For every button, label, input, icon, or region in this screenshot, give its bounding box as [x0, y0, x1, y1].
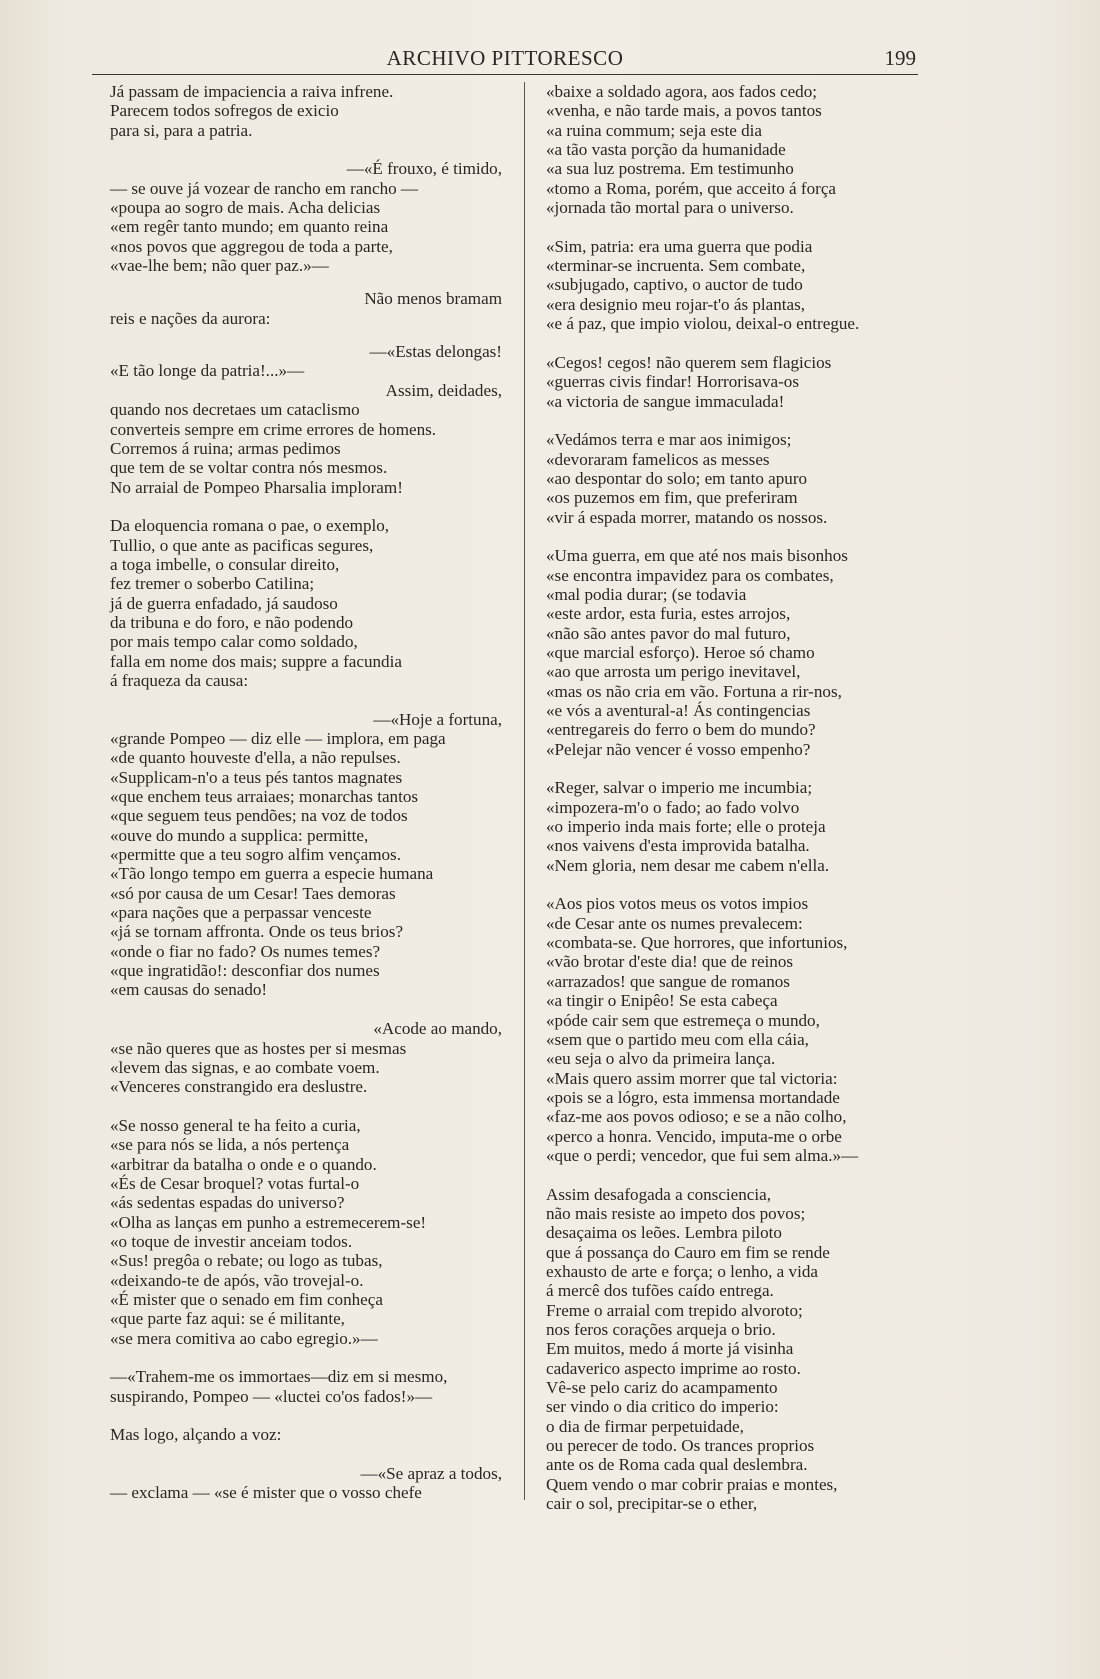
right-column-line: «Aos pios votos meus os votos impios	[546, 894, 809, 914]
right-column-line: «jornada tão mortal para o universo.	[546, 198, 794, 218]
right-column-line: não mais resiste ao impeto dos povos;	[546, 1203, 806, 1223]
left-column-line: «permitte que a teu sogro alfim vençamos.	[110, 845, 401, 865]
right-column-line: cadaverico aspecto imprime ao rosto.	[546, 1358, 801, 1378]
right-column-line: «combata-se. Que horrores, que infortunios,	[546, 933, 848, 953]
left-column-line: «onde o fiar no fado? Os numes temes?	[110, 941, 381, 961]
right-column-line: «Mais quero assim morrer que tal victoria:	[546, 1068, 838, 1088]
stanza-gap	[546, 411, 924, 430]
left-column-line: «ouve do mundo a supplica: permitte,	[110, 825, 369, 845]
left-column-line: —«Hoje a fortuna,	[373, 709, 502, 729]
left-column-line: «ás sedentas espadas do universo?	[110, 1193, 345, 1213]
right-column-line: «Vedámos terra e mar aos inimigos;	[546, 430, 792, 450]
left-column-line: «poupa ao sogro de mais. Acha delicias	[110, 198, 381, 218]
right-column-line: «devoraram famelicos as messes	[546, 449, 770, 469]
left-column-line: «nos povos que aggregou de toda a parte,	[110, 236, 393, 256]
right-column-line: Quem vendo o mar cobrir praias e montes,	[546, 1474, 838, 1494]
right-column-line: exhausto de arte e força; o lenho, a vida	[546, 1261, 818, 1281]
right-column-line: «guerras civis findar! Horrorisava-os	[546, 372, 799, 392]
left-column-line: No arraial de Pompeo Pharsalia imploram!	[110, 477, 403, 497]
left-column-line: «Olha as lanças em punho a estremecerem-se!	[110, 1212, 427, 1232]
right-column-line: ou perecer de todo. Os trances proprios	[546, 1436, 815, 1456]
left-column-line: «para nações que a perpassar venceste	[110, 903, 372, 923]
left-column-line: da tribuna e do foro, e não podendo	[110, 612, 354, 632]
right-column	[546, 82, 924, 1513]
right-column-line: «se encontra impavidez para os combates,	[546, 565, 834, 585]
left-column-line: «Venceres constrangido era deslustre.	[110, 1077, 368, 1097]
left-column-line: fez tremer o soberbo Catilina;	[110, 574, 315, 594]
stanza-gap	[546, 217, 924, 236]
left-column-line: para si, para a patria.	[110, 120, 253, 140]
right-column-line: «impozera-m'o o fado; ao fado volvo	[546, 797, 800, 817]
left-column-line: Parecem todos sofregos de exicio	[110, 101, 339, 121]
left-column-line: —«É frouxo, é timido,	[346, 159, 502, 179]
left-column-line: «que ingratidão!: desconfiar dos numes	[110, 961, 380, 981]
left-column-line: — exclama — «se é mister que o vosso chefe	[110, 1483, 422, 1503]
right-column-line: «póde cair sem que estremeça o mundo,	[546, 1010, 820, 1030]
right-column-line: «Uma guerra, em que até nos mais bisonhos	[546, 546, 848, 566]
page-number: 199	[884, 46, 916, 70]
left-column-line: «deixando-te de após, vão trovejal-o.	[110, 1270, 364, 1290]
right-column-line: «não são antes pavor do mal futuro,	[546, 623, 791, 643]
left-column-line: «em regêr tanto mundo; em quanto reina	[110, 217, 389, 237]
left-column-line: reis e nações da aurora:	[110, 308, 271, 328]
left-column-line: «se não queres que as hostes per si mesmas	[110, 1038, 407, 1058]
left-column-line: «arbitrar da batalha o onde e o quando.	[110, 1154, 377, 1174]
left-column-line: «És de Cesar broquel? votas furtal-o	[110, 1173, 360, 1193]
left-column-line: «Supplicam-n'o a teus pés tantos magnates	[110, 767, 403, 787]
right-column-line: Em muitos, medo á morte já visinha	[546, 1339, 794, 1359]
stanza-gap	[546, 527, 924, 546]
left-column-line: Mas logo, alçando a voz:	[110, 1425, 282, 1445]
right-column-line: cair o sol, precipitar-se o ether,	[546, 1494, 758, 1514]
right-column-line: «venha, e não tarde mais, a povos tantos	[546, 101, 822, 121]
left-column-line: Tullio, o que ante as pacificas segures,	[110, 535, 374, 555]
right-column-line: o dia de firmar perpetuidade,	[546, 1416, 744, 1436]
left-column-line: «que enchem teus arraiaes; monarchas tantos	[110, 787, 419, 807]
column-divider	[524, 82, 525, 1500]
left-column-line: á fraqueza da causa:	[110, 670, 249, 690]
right-column-line: «vão brotar d'este dia! que de reinos	[546, 952, 794, 972]
right-column-line: «mal podia durar; (se todavia	[546, 584, 747, 604]
left-column-line: «só por causa de um Cesar! Taes demoras	[110, 883, 396, 903]
right-column-line: «mas os não cria em vão. Fortuna a rir-nos,	[546, 681, 842, 701]
right-column-line: «vir á espada morrer, matando os nossos.	[546, 507, 828, 527]
stanza-gap	[546, 333, 924, 352]
left-column-line: «já se tornam affronta. Onde os teus brios?	[110, 922, 404, 942]
left-column-line: Corremos á ruina; armas pedimos	[110, 438, 341, 458]
left-column-line: «em causas do senado!	[110, 980, 268, 1000]
left-column-line: quando nos decretaes um cataclismo	[110, 400, 360, 420]
left-column-line: «que seguem teus pendões; na voz de todos	[110, 806, 408, 826]
right-column-line: «sem que o partido meu com ella cáia,	[546, 1029, 809, 1049]
left-column-line: já de guerra enfadado, já saudoso	[110, 593, 338, 613]
right-column-line: «Nem gloria, nem desar me cabem n'ella.	[546, 855, 830, 875]
left-column-line: «vae-lhe bem; não quer paz.»—	[110, 256, 329, 276]
right-column-line: «e á paz, que impio violou, deixal-o entregue.	[546, 314, 860, 334]
right-column-line: que á possança do Cauro em fim se rende	[546, 1242, 830, 1262]
right-column-line: «que o perdi; vencedor, que fui sem alma.»—	[546, 1145, 859, 1165]
left-column-line: «E tão longe da patria!...»—	[110, 361, 305, 381]
stanza-gap	[110, 1406, 502, 1425]
left-column-line: Da eloquencia romana o pae, o exemplo,	[110, 516, 390, 536]
right-column-line: «nos vaivens d'esta improvida batalha.	[546, 836, 810, 856]
left-column-line: «se mera comitiva ao cabo egregio.»—	[110, 1328, 378, 1348]
stanza-gap	[110, 497, 502, 516]
left-column-line: que tem de se voltar contra nós mesmos.	[110, 458, 388, 478]
right-column-line: á mercê dos tufões caído entrega.	[546, 1281, 774, 1301]
stanza-gap	[110, 1000, 502, 1019]
right-column-line: Freme o arraial com trepido alvoroto;	[546, 1300, 803, 1320]
stanza-gap	[110, 328, 502, 342]
left-column-line: «Acode ao mando,	[373, 1019, 502, 1039]
page-header	[92, 40, 918, 75]
right-column-line: «de Cesar ante os numes prevalecem:	[546, 913, 803, 933]
stanza-gap	[110, 1348, 502, 1367]
right-column-line: «arrazados! que sangue de romanos	[546, 971, 790, 991]
left-column-line: —«Trahem-me os immortaes—diz em si mesmo,	[110, 1367, 448, 1387]
stanza-gap	[110, 690, 502, 709]
right-column-line: «faz-me aos povos odioso; e se a não colho,	[546, 1107, 847, 1127]
stanza-gap	[110, 1097, 502, 1116]
right-column-line: «baixe a soldado agora, aos fados cedo;	[546, 82, 818, 101]
right-column-line: «subjugado, captivo, o auctor de tudo	[546, 275, 803, 295]
left-column	[110, 82, 502, 1503]
right-column-line: «pois se a lógro, esta immensa mortandade	[546, 1087, 840, 1107]
left-column-line: «Se nosso general te ha feito a curia,	[110, 1115, 361, 1135]
stanza-gap	[546, 759, 924, 778]
right-column-line: «a ruina commum; seja este dia	[546, 120, 762, 140]
left-column-line: Assim, deidades,	[385, 380, 502, 400]
right-column-line: «este ardor, esta furia, estes arrojos,	[546, 604, 791, 624]
stanza-gap	[110, 1445, 502, 1464]
left-column-line: —«Estas delongas!	[369, 342, 502, 362]
right-column-line: ser vindo o dia critico do imperio:	[546, 1397, 779, 1417]
right-column-line: «perco a honra. Vencido, imputa-me o orbe	[546, 1126, 842, 1146]
right-column-line: nos feros corações arqueja o brio.	[546, 1320, 776, 1339]
right-column-line: «Reger, salvar o imperio me incumbia;	[546, 778, 813, 798]
right-column-line: «o imperio inda mais forte; elle o proteja	[546, 817, 826, 837]
left-column-line: falla em nome dos mais; suppre a facundia	[110, 651, 402, 671]
stanza-gap	[546, 875, 924, 894]
left-column-line: «grande Pompeo — diz elle — implora, em paga	[110, 729, 446, 748]
right-column-line: Assim desafogada a consciencia,	[546, 1184, 771, 1204]
right-column-line: «tomo a Roma, porém, que acceito á força	[546, 178, 837, 198]
right-column-line: «que marcial esforço). Heroe só chamo	[546, 642, 815, 662]
stanza-gap	[110, 275, 502, 289]
left-column-line: «levem das signas, e ao combate voem.	[110, 1057, 380, 1077]
left-column-line: Não menos bramam	[364, 289, 502, 309]
right-column-line: ante os de Roma cada qual deslembra.	[546, 1455, 808, 1475]
right-column-line: «os puzemos em fim, que preferiram	[546, 488, 798, 508]
left-column-line: —«Se apraz a todos,	[360, 1464, 502, 1484]
left-column-line: «que parte faz aqui: se é militante,	[110, 1309, 345, 1329]
left-column-line: «se para nós se lida, a nós pertença	[110, 1135, 350, 1155]
right-column-line: «Cegos! cegos! não querem sem flagicios	[546, 352, 832, 372]
right-column-line: Vê-se pelo cariz do acampamento	[546, 1378, 778, 1398]
left-column-line: «Tão longo tempo em guerra a especie humana	[110, 864, 434, 884]
left-column-line: Já passam de impaciencia a raiva infrene.	[110, 82, 394, 101]
right-column-line: «a sua luz postrema. Em testimunho	[546, 159, 794, 179]
right-column-line: «ao despontar do solo; em tanto apuro	[546, 468, 808, 488]
left-column-line: por mais tempo calar como soldado,	[110, 632, 358, 652]
right-column-line: «Pelejar não vencer é vosso empenho?	[546, 739, 811, 759]
right-column-line: «eu seja o alvo da primeira lança.	[546, 1049, 776, 1069]
right-column-line: «e vós a aventural-a! Ás contingencias	[546, 701, 811, 720]
right-column-line: «a tingir o Enipêo! Se esta cabeça	[546, 991, 778, 1011]
left-column-line: converteis sempre em crime errores de homens.	[110, 419, 437, 439]
left-column-line: «Sus! pregôa o rebate; ou logo as tubas,	[110, 1251, 383, 1271]
right-column-line: «entregareis do ferro o bem do mundo?	[546, 720, 816, 740]
left-column-line: suspirando, Pompeo — «luctei co'os fados!»—	[110, 1386, 433, 1406]
right-column-line: «ao que arrosta um perigo inevitavel,	[546, 662, 801, 682]
left-column-line: «o toque de investir anceiam todos.	[110, 1231, 353, 1251]
left-column-line: a toga imbelle, o consular direito,	[110, 554, 340, 574]
left-column-line: — se ouve já vozear de rancho em rancho —	[110, 178, 419, 198]
stanza-gap	[546, 1165, 924, 1184]
stanza-gap	[110, 140, 502, 159]
right-column-line: desaçaimа os leões. Lembra piloto	[546, 1223, 782, 1243]
right-column-line: «Sim, patria: era uma guerra que podia	[546, 236, 813, 256]
left-column-line: «de quanto houveste d'ella, a não repulses.	[110, 748, 401, 768]
journal-title: ARCHIVO PITTORESCO	[386, 46, 624, 70]
right-column-line: «a victoria de sangue immaculada!	[546, 391, 785, 411]
right-column-line: «terminar-se incruenta. Sem combate,	[546, 256, 806, 276]
right-column-line: «era designio meu rojar-t'o ás plantas,	[546, 294, 806, 314]
left-column-line: «É mister que o senado em fim conheça	[110, 1289, 383, 1309]
right-column-line: «a tão vasta porção da humanidade	[546, 140, 786, 160]
